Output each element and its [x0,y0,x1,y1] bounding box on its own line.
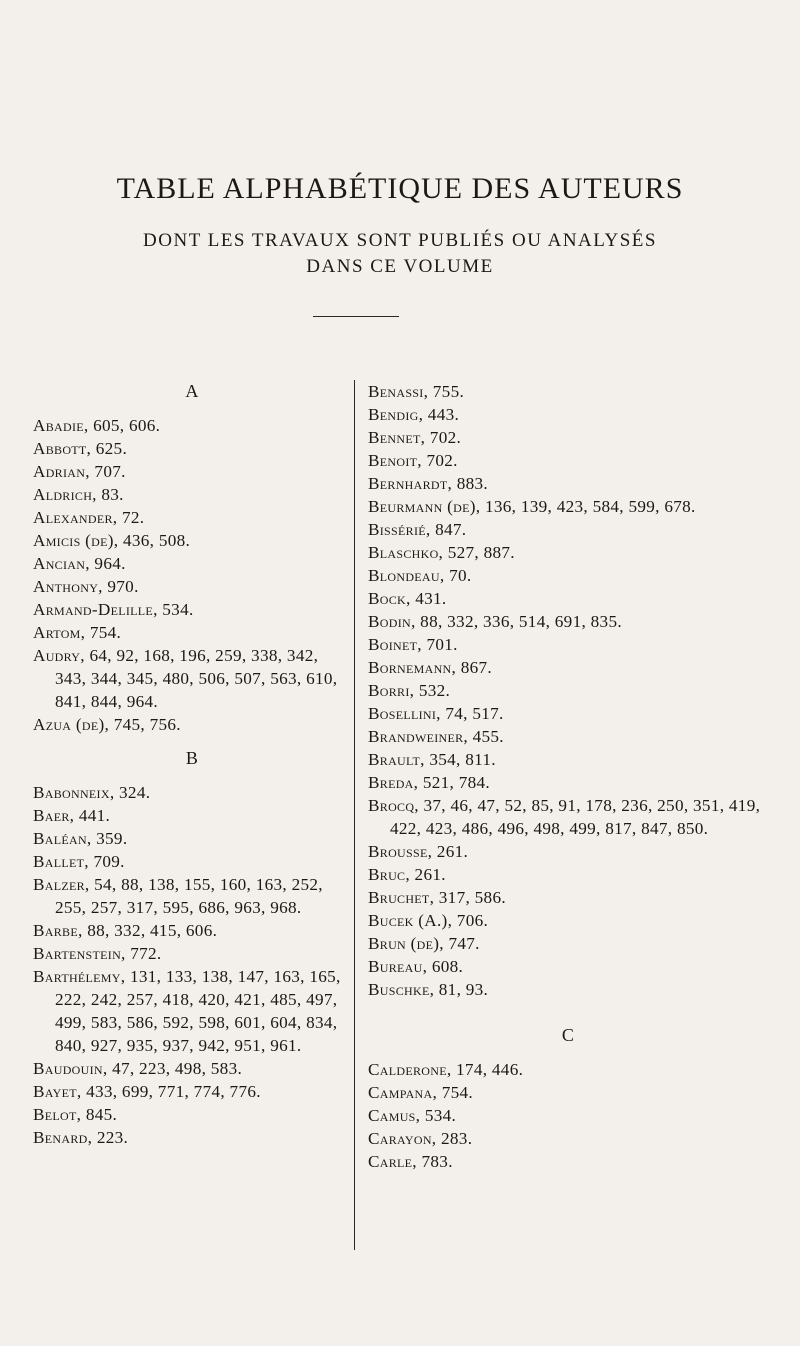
index-entry [33,1057,351,1080]
index-entry [368,679,768,702]
author-name: Anthony, [33,577,103,596]
author-name: Bosellini, [368,704,441,723]
index-entry [368,840,768,863]
author-name: Calderone, [368,1060,452,1079]
section-letter-a: A [185,381,199,401]
index-entry [33,965,351,1057]
index-entry [368,610,768,633]
page-numbers: 283. [441,1129,473,1148]
page-numbers: 136, 139, 423, 584, 599, 678. [484,497,696,516]
author-name: Azua (de), [33,715,110,734]
index-entry [33,644,351,713]
author-name: Bock, [368,589,411,608]
page-numbers: 88, 332, 336, 514, 691, 835. [420,612,622,631]
author-name: Brousse, [368,842,433,861]
page-numbers: 223. [96,1128,129,1147]
page-numbers: 431. [415,589,447,608]
page-numbers: 81, 93. [438,980,489,999]
author-name: Babonneix, [33,783,115,802]
page-numbers: 608. [431,957,464,976]
page-numbers: 174, 446. [456,1060,524,1079]
index-entry [33,1103,351,1126]
author-name: Abbott, [33,439,92,458]
index-entry [33,437,351,460]
index-entry [33,781,351,804]
page-numbers: 261. [414,865,446,884]
index-entry [33,483,351,506]
author-name: Brun (de), [368,934,444,953]
page-numbers: 702. [426,451,458,470]
index-entry [368,1127,768,1150]
index-entry [368,1081,768,1104]
index-entry [368,495,768,518]
index-entry [33,804,351,827]
page-numbers: 261. [436,842,469,861]
page-numbers: 443. [427,405,460,424]
author-name: Benard, [33,1128,93,1147]
author-name: Beurmann (de), [368,497,481,516]
index-entry [33,919,351,942]
page-title: TABLE ALPHABÉTIQUE DES AUTEURS [116,172,684,205]
index-entry [33,873,351,919]
index-entry [368,1058,768,1081]
right-column [368,380,768,1173]
page-numbers: 755. [432,382,465,401]
page-subtitle-line-1: DONT LES TRAVAUX SONT PUBLIÉS OU ANALYSÉS [143,230,657,251]
page-numbers: 625. [95,439,128,458]
index-entry [368,886,768,909]
author-name: Boinet, [368,635,422,654]
index-entry [368,978,768,1001]
author-name: Blondeau, [368,566,445,585]
author-name: Carle, [368,1152,417,1171]
page-numbers: 847. [435,520,467,539]
index-entry [368,702,768,725]
index-entry [33,850,351,873]
index-entry [368,633,768,656]
author-name: Bodin, [368,612,416,631]
page-numbers: 605, 606. [93,416,161,435]
index-entry [33,575,351,598]
author-name: Camus, [368,1106,421,1125]
index-entry [33,460,351,483]
page-numbers: 83. [101,485,124,504]
page-numbers: 74, 517. [445,704,504,723]
author-name: Barbe, [33,921,83,940]
page-numbers: 324. [119,783,151,802]
page-numbers: 970. [107,577,139,596]
page-numbers: 745, 756. [113,715,181,734]
author-name: Baudouin, [33,1059,108,1078]
left-column [33,380,351,1149]
section-letter-c: C [561,1025,575,1045]
index-entry [368,1150,768,1173]
author-name: Bruchet, [368,888,435,907]
page-numbers: 88, 332, 415, 606. [87,921,218,940]
index-entry [368,587,768,610]
page-numbers: 317, 586. [438,888,506,907]
author-name: Baléan, [33,829,92,848]
page-numbers: 72. [121,508,145,527]
page-numbers: 70. [449,566,472,585]
page-numbers: 845. [85,1105,118,1124]
author-name: Bayet, [33,1082,82,1101]
page-numbers: 534. [424,1106,457,1125]
page-numbers: 359. [96,829,128,848]
author-name: Bendig, [368,405,424,424]
index-entry [368,449,768,472]
page-subtitle-line-2: DANS CE VOLUME [306,256,494,277]
section-a-entries [33,414,351,736]
author-name: Adrian, [33,462,90,481]
index-entry [33,529,351,552]
author-name: Bureau, [368,957,428,976]
author-name: Audry, [33,646,85,665]
author-name: Campana, [368,1083,438,1102]
section-b-continued-entries [368,380,768,1001]
page-numbers: 37, 46, 47, 52, 85, 91, 178, 236, 250, 351, 419, 422, 423, 486, 496, 498, 499, 817, 847, 850. [390,796,761,838]
author-name: Abadie, [33,416,89,435]
author-name: Brocq, [368,796,419,815]
index-entry [33,598,351,621]
section-c-entries [368,1058,768,1173]
index-entry [368,794,768,840]
author-name: Carayon, [368,1129,437,1148]
author-name: Baer, [33,806,75,825]
author-name: Bornemann, [368,658,457,677]
page-numbers: 964. [94,554,126,573]
author-name: Ballet, [33,852,89,871]
index-entry [33,621,351,644]
author-name: Aldrich, [33,485,97,504]
author-name: Buschke, [368,980,435,999]
page-numbers: 354, 811. [429,750,496,769]
author-name: Ancian, [33,554,90,573]
page-numbers: 706. [456,911,489,930]
index-entry [33,942,351,965]
index-entry [33,506,351,529]
author-name: Bartenstein, [33,944,126,963]
section-b-entries [33,781,351,1149]
column-divider [354,380,355,1250]
page-numbers: 783. [421,1152,453,1171]
index-entry [368,426,768,449]
page-numbers: 747. [448,934,480,953]
index-entry [368,725,768,748]
page-numbers: 532. [418,681,451,700]
section-letter-b: B [185,748,199,768]
index-entry [368,541,768,564]
index-entry [33,827,351,850]
index-entry [368,403,768,426]
page-numbers: 436, 508. [123,531,191,550]
page-numbers: 131, 133, 138, 147, 163, 165, 222, 242, 257, 418, 420, 421, 485, 497, 499, 583, 586, 592, 598, 601, 604, 834, 840, 927, 935, 937, 942, 951, 961. [55,967,341,1055]
page-numbers: 534. [162,600,194,619]
author-name: Artom, [33,623,86,642]
index-entry [368,748,768,771]
page-numbers: 754. [89,623,122,642]
page-numbers: 702. [429,428,462,447]
author-name: Alexander, [33,508,118,527]
index-entry [33,713,351,736]
page-numbers: 64, 92, 168, 196, 259, 338, 342, 343, 344, 345, 480, 506, 507, 563, 610, 841, 844, 964. [55,646,338,711]
index-entry [33,552,351,575]
page-numbers: 521, 784. [422,773,490,792]
author-name: Borri, [368,681,415,700]
page-numbers: 709. [93,852,125,871]
author-name: Armand-Delille, [33,600,158,619]
author-name: Bernhardt, [368,474,453,493]
index-entry [368,955,768,978]
page-numbers: 701. [426,635,458,654]
index-entry [33,414,351,437]
index-entry [368,518,768,541]
index-entry [368,472,768,495]
index-entry [368,656,768,679]
page-numbers: 867. [460,658,492,677]
index-entry [368,932,768,955]
author-name: Amicis (de), [33,531,119,550]
page-numbers: 455. [472,727,504,746]
page-numbers: 54, 88, 138, 155, 160, 163, 252, 255, 257, 317, 595, 686, 963, 968. [55,875,323,917]
author-name: Brandweiner, [368,727,469,746]
page-numbers: 441. [78,806,111,825]
author-name: Belot, [33,1105,82,1124]
title-rule [313,316,399,317]
author-name: Bucek (A.), [368,911,453,930]
author-name: Bissérié, [368,520,431,539]
page-numbers: 707. [94,462,126,481]
author-name: Balzer, [33,875,90,894]
author-name: Benassi, [368,382,429,401]
index-entry [368,380,768,403]
author-name: Barthélemy, [33,967,126,986]
author-name: Breda, [368,773,419,792]
page-numbers: 883. [456,474,488,493]
author-name: Benoit, [368,451,422,470]
author-name: Brault, [368,750,425,769]
index-entry [33,1126,351,1149]
index-entry [368,863,768,886]
index-entry [368,1104,768,1127]
author-name: Blaschko, [368,543,444,562]
author-name: Bennet, [368,428,426,447]
page-numbers: 433, 699, 771, 774, 776. [86,1082,261,1101]
index-entry [368,771,768,794]
index-entry [368,909,768,932]
page-numbers: 47, 223, 498, 583. [112,1059,243,1078]
page-numbers: 754. [441,1083,473,1102]
page-numbers: 527, 887. [447,543,515,562]
author-name: Bruc, [368,865,410,884]
index-entry [368,564,768,587]
index-entry [33,1080,351,1103]
page-numbers: 772. [130,944,162,963]
